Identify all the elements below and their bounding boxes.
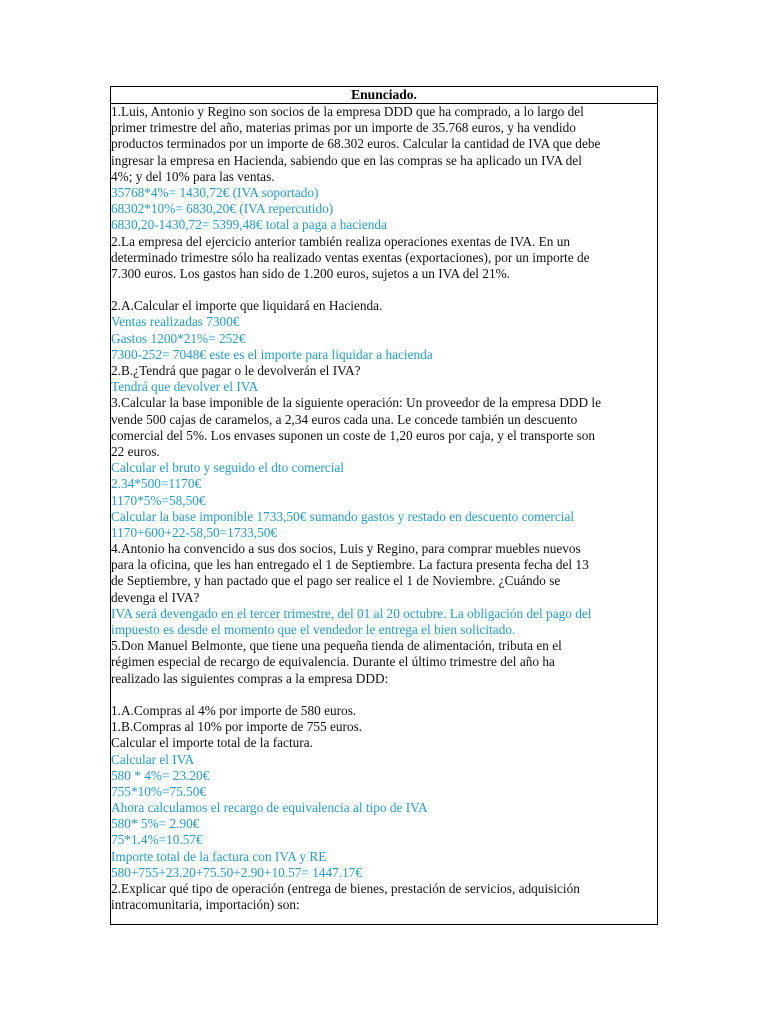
question-line: comercial del 5%. Los envases suponen un coste de 1,20 euros por caja, y el transporte son — [111, 427, 596, 443]
answer-line: IVA será devengado en el tercer trimestre, del 01 al 20 octubre. La obligación del pago del — [111, 605, 592, 621]
answer-line: Calcular el IVA — [111, 751, 195, 767]
answer-line: 2.34*500=1170€ — [111, 476, 202, 492]
question-line: ingresar la empresa en Hacienda, sabiendo que en las compras se ha aplicado un IVA del — [111, 152, 582, 168]
blank-line — [111, 687, 655, 703]
table-heading: Enunciado. — [111, 87, 657, 104]
answer-line: 755*10%=75.50€ — [111, 783, 207, 799]
question-line: 4.Antonio ha convencido a sus dos socios, Luis y Regino, para comprar muebles nuevos — [111, 541, 581, 557]
question-line: Calcular el importe total de la factura. — [111, 735, 313, 751]
question-line: para la oficina, que les han entregado el 1 de Septiembre. La factura presenta fecha del 13 — [111, 557, 589, 573]
question-line: primer trimestre del año, materias primas por un importe de 35.768 euros, y ha vendido — [111, 120, 576, 136]
question-line: 1.A.Compras al 4% por importe de 580 euros. — [111, 702, 357, 718]
question-line: 1.B.Compras al 10% por importe de 755 euros. — [111, 719, 363, 735]
answer-line: impuesto es desde el momento que el vendedor le entrega el bien solicitado. — [111, 622, 516, 637]
answer-line: 68302*10%= 6830,20€ (IVA repercutido) — [111, 201, 334, 217]
question-line: régimen especial de recargo de equivalencia. Durante el último trimestre del año ha — [111, 654, 555, 670]
answer-line: Calcular la base imponible 1733,50€ sumando gastos y restado en descuento comercial — [111, 508, 575, 524]
table-body — [111, 104, 657, 913]
answer-line: Tendrá que devolver el IVA — [111, 379, 259, 395]
question-line: 2.Explicar qué tipo de operación (entrega de bienes, prestación de servicios, adquisición — [111, 881, 580, 896]
question-line: vende 500 cajas de caramelos, a 2,34 euros cada una. Le concede también un descuento — [111, 411, 578, 427]
answer-line: Ventas realizadas 7300€ — [111, 314, 240, 330]
answer-line: 580 * 4%= 23.20€ — [111, 767, 210, 783]
answer-line: Importe total de la factura con IVA y RE — [111, 848, 327, 864]
question-line: devenga el IVA? — [111, 589, 200, 605]
question-line: determinado trimestre sólo ha realizado ventas exentas (exportaciones), por un importe de — [111, 249, 590, 265]
question-line: intracomunitaria, importación) son: — [111, 897, 300, 913]
document-table — [110, 86, 658, 925]
question-line: 5.Don Manuel Belmonte, que tiene una pequeña tienda de alimentación, tributa en el — [111, 638, 562, 654]
answer-line: 75*1.4%=10.57€ — [111, 832, 203, 848]
blank-line — [111, 282, 655, 298]
question-line: 7.300 euros. Los gastos han sido de 1.200 euros, sujetos a un IVA del 21%. — [111, 265, 510, 281]
question-line: 1.Luis, Antonio y Regino son socios de la empresa DDD que ha comprado, a lo largo del — [111, 104, 584, 119]
question-line: 2.La empresa del ejercicio anterior también realiza operaciones exentas de IVA. En un — [111, 233, 571, 249]
answer-line: Ahora calculamos el recargo de equivalencia al tipo de IVA — [111, 800, 428, 816]
answer-line: 1170+600+22-58,50=1733,50€ — [111, 524, 278, 540]
question-line: productos terminados por un importe de 68.302 euros. Calcular la cantidad de IVA que debe — [111, 136, 601, 152]
answer-line: Gastos 1200*21%= 252€ — [111, 330, 246, 346]
question-line: de Septiembre, y han pactado que el pago ser realice el 1 de Noviembre. ¿Cuándo se — [111, 573, 561, 589]
answer-line: 7300-252= 7048€ este es el importe para liquidar a hacienda — [111, 346, 433, 362]
answer-line: 580* 5%= 2.90€ — [111, 816, 200, 832]
question-line: 22 euros. — [111, 443, 160, 459]
question-line: 2.A.Calcular el importe que liquidará en Hacienda. — [111, 298, 383, 314]
answer-line: 35768*4%= 1430,72€ (IVA soportado) — [111, 184, 319, 200]
question-line: 2.B.¿Tendrá que pagar o le devolverán el IVA? — [111, 363, 361, 378]
answer-line: Calcular el bruto y seguido el dto comercial — [111, 460, 344, 476]
answer-line: 580+755+23.20+75.50+2.90+10.57= 1447.17€ — [111, 864, 363, 880]
answer-line: 1170*5%=58,50€ — [111, 492, 206, 508]
answer-line: 6830,20-1430,72= 5399,48€ total a paga a hacienda — [111, 217, 387, 233]
question-line: 3.Calcular la base imponible de la siguiente operación: Un proveedor de la empresa DDD le — [111, 395, 601, 411]
question-line: realizado las siguientes compras a la empresa DDD: — [111, 670, 389, 686]
question-line: 4%; y del 10% para las ventas. — [111, 168, 275, 184]
